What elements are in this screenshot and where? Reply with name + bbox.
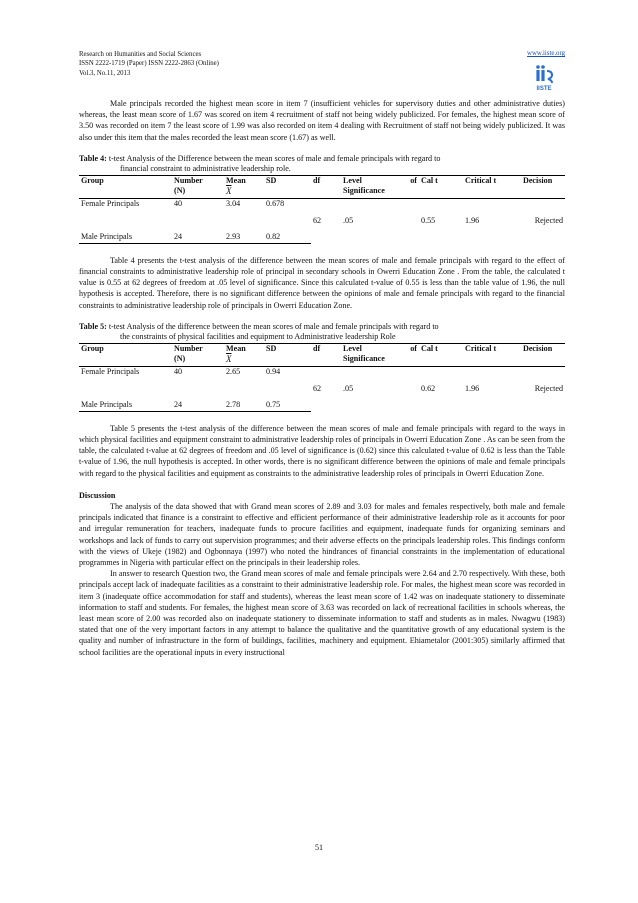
table5-caption-line2: the constraints of physical facilities and equipment to Administrative leadership Role [120, 332, 396, 342]
table5-cell-calt: 0.62 [421, 383, 436, 393]
table4-caption [79, 154, 565, 175]
table5-header-sd: SD [264, 343, 311, 366]
page-number: 51 [314, 843, 324, 852]
table5-header-row [79, 343, 565, 366]
table-row [79, 198, 565, 221]
journal-name: Research on Humanities and Social Sciences [79, 51, 202, 58]
table5-cell-level: .05 [343, 383, 354, 393]
table5-cell-decision: Rejected [534, 383, 563, 393]
table4-header-df: df [311, 175, 341, 198]
logo-text: IISTE [536, 86, 552, 92]
table5-cell-group: Male Principals [79, 389, 172, 412]
table5-header-critt: Critical t [463, 343, 521, 366]
table5-cell-sd: 0.75 [264, 389, 311, 412]
paragraph-2: Table 4 presents the t-test analysis of the difference between the mean scores of male and female principals with regard to the effect of financial constraints to administrative leadership role of principal in secondary schools in Owerri Education Zone . From the table, the calculated t value is 0.55 at 62 degrees of freedom at .05 level of significance. Since this calculated t-value of 0.55 is less than the table value of 1.96, the null hypothesis is accepted. Therefore, there is no significant difference between the opinions of male and female principals with regard to the financial constraints to administrative leadership role of principals in Owerri Education Zone. [79, 255, 565, 310]
table5-header-group: Group [79, 343, 172, 366]
table4-caption-line2: financial constraint to administrative leadership role. [120, 164, 291, 174]
table4-cell-calt: 0.55 [421, 215, 436, 225]
table4-header-calt: Cal t [419, 175, 463, 198]
table5-cell-n: 40 [174, 366, 183, 376]
table4-caption-line1: t-test Analysis of the Difference between the mean scores of male and female principals with regard to [106, 153, 441, 163]
table4-cell-sd: 0.82 [264, 221, 311, 244]
table4-cell-df: 62 [313, 215, 322, 225]
table4-cell-n: 40 [174, 198, 183, 208]
paragraph-5: In answer to research Question two, the Grand mean scores of male and female principals were 2.64 and 2.70 respectively. With these, both principals accept lack of inadequate facilities as a constraint to their administrative leadership role. For males, the highest mean score was recorded in item 3 (inadequate office accommodation for staff and students), whereas the least mean score of 1.42 was on inadequate stationery to disseminate information to staff and students. For females, the highest mean score of 3.63 was recorded on lack of recreational facilities in schools whereas, the least mean score of 2.00 was recorded also on inadequate stationery to disseminate information to staff and students as in males. Nwagwu (1983) stated that one of the very important factors in any attempt to balance the qualitative and the quantitative growth of any educational system is the quality and number of infrastructure in the form of buildings, facilities, machinery and equipment. Ehiametalor (2001:305) similarly affirmed that school facilities are the operational inputs in every instructional [79, 569, 565, 657]
table5-cell-df: 62 [313, 383, 322, 393]
table5-caption-line1: t-test Analysis of the difference between the mean scores of male and female principals with regard to [106, 321, 439, 331]
xbar-symbol: $\overline{X}$ [226, 354, 232, 365]
table5-header-number: Number (N) [172, 343, 224, 366]
volume-line: Vol.3, No.11, 2013 [79, 69, 131, 77]
discussion-heading: Discussion [79, 490, 116, 500]
table4-header-level: Level of Significance [341, 175, 419, 198]
page [79, 50, 565, 658]
table4-header-critt: Critical t [463, 175, 521, 198]
table4-cell-decision: Rejected [534, 215, 563, 225]
journal-url-link[interactable]: www.iiste.org [527, 50, 565, 57]
paragraph-4: The analysis of the data showed that with Grand mean scores of 2.89 and 3.03 for males and females respectively, both male and female principals indicated that finance is a constraint to effective and efficient performance of their administrative leadership role as it accounts for poor and irregular remuneration for teachers, inadequate funds to procure facilities and equipment, inadequate funds for organizing seminars and workshops and lack of funds to carry out supervision programmes; and their adverse effects on the principals leadership roles. This findings conform with the views of Ukeje (1982) and Ogbonnaya (1997) who noted the hindrances of financial constraints in the implementation of educational programmes in Nigeria with particular effect on the principals in their leadership roles. [79, 502, 565, 568]
table4-cell-critt: 1.96 [465, 215, 480, 225]
table4-cell-level: .05 [343, 215, 354, 225]
table5-caption [79, 322, 565, 343]
table4-header-row [79, 175, 565, 198]
table5-cell-mean: 2.65 [226, 366, 241, 376]
table4 [79, 175, 565, 244]
table4-cell-mean: 2.93 [224, 221, 264, 244]
table5-label: Table 5: [79, 321, 107, 331]
paragraph-3: Table 5 presents the t-test analysis of the difference between the mean scores of male and female principals with regard to the ways in which physical facilities and equipment constraint to administrative leadership roles of principals in Owerri Education Zone . As can be seen from the table, the calculated t-value at 62 degrees of freedom and .05 level of significance is (0.62) since this calculated t-value of 0.62 is less than the Table t-value of 1.96, the null hypothesis is accepted. In other words, there is no significant difference between the opinions of male and female principals with regard to the physical facilities and equipment as constraints to the administrative leadership roles of principals in Owerri Education Zone. [79, 423, 565, 478]
table5-header-level: Level of Significance [341, 343, 419, 366]
table4-header-mean: Mean $\overline{X}$ [224, 175, 264, 198]
xbar-symbol: $\overline{X}$ [226, 186, 232, 197]
table5-cell-n: 24 [172, 389, 224, 412]
paragraph-1: Male principals recorded the highest mean score in item 7 (insufficient vehicles for supervisory duties and other administrative duties) whereas, the least mean score of 1.67 was scored on item 4 recruitment of staff not being widely publicized. For females, the highest mean score of 3.50 was recorded on item 7 the least score of 1.99 was also recorded on item 4 dealing with Recruitment of staff not being widely publicized. It was also under this item that the males recorded the least mean score (1.67) as well. [79, 99, 565, 142]
table4-header-decision: Decision [521, 175, 565, 198]
table4-cell-sd: 0.678 [266, 198, 285, 208]
table4-cell-group: Female Principals [81, 198, 140, 208]
table4-cell-mean: 3.04 [226, 198, 241, 208]
table5 [79, 343, 565, 412]
table4-cell-group: Male Principals [79, 221, 172, 244]
table5-cell-critt: 1.96 [465, 383, 480, 393]
table4-header-number: Number (N) [172, 175, 224, 198]
table4-cell-n: 24 [172, 221, 224, 244]
table5-header-decision: Decision [521, 343, 565, 366]
table5-header-calt: Cal t [419, 343, 463, 366]
table5-cell-group: Female Principals [81, 366, 140, 376]
iiste-logo-icon [529, 62, 559, 92]
table4-header-sd: SD [264, 175, 311, 198]
table5-cell-mean: 2.78 [224, 389, 264, 412]
table4-header-group: Group [79, 175, 172, 198]
table4-label: Table 4: [79, 153, 107, 163]
page-header [79, 50, 565, 98]
table-row [79, 366, 565, 389]
table5-cell-sd: 0.94 [266, 366, 281, 376]
table5-header-mean: Mean $\overline{X}$ [224, 343, 264, 366]
issn-line: ISSN 2222-1719 (Paper) ISSN 2222-2863 (Online) [79, 60, 219, 68]
table5-header-df: df [311, 343, 341, 366]
